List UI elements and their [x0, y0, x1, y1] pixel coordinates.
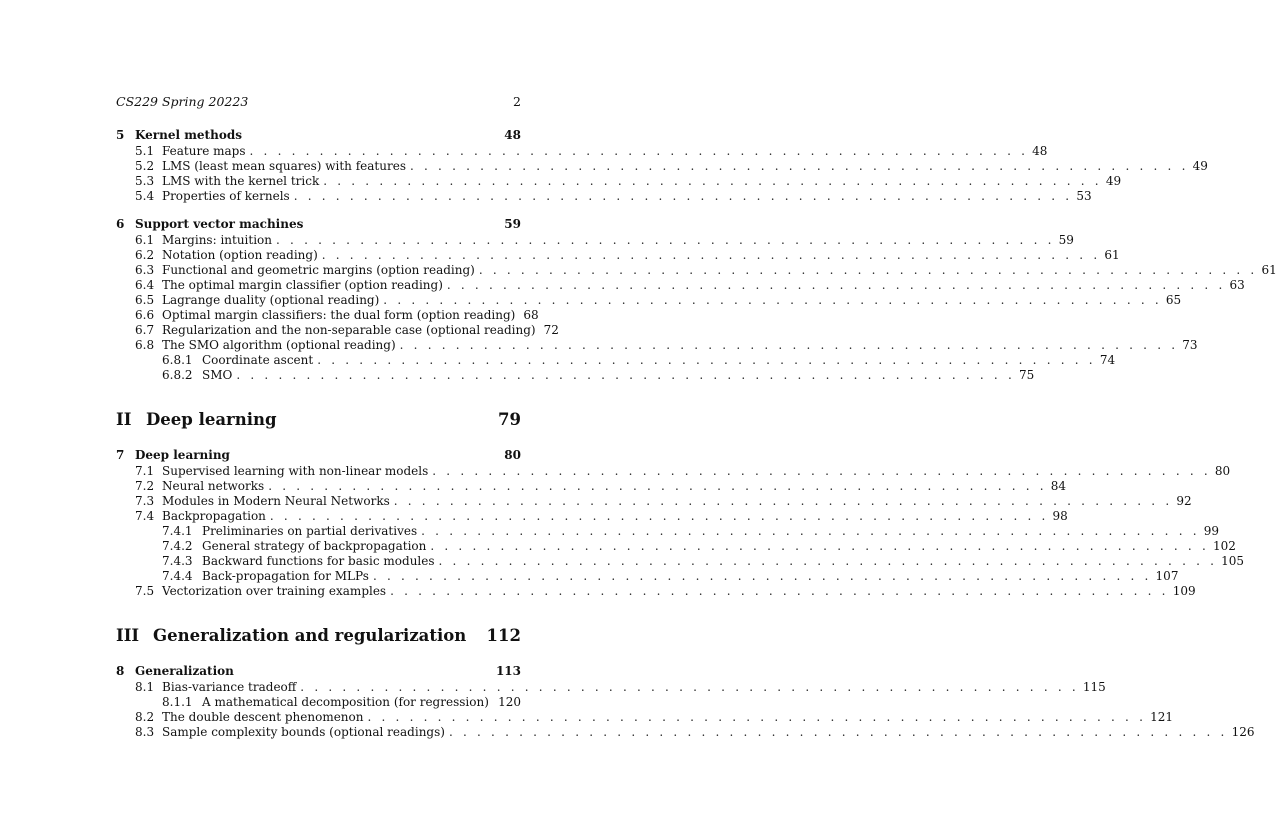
toc-section-6-5[interactable] [116, 293, 1182, 308]
subsection-number: 7.4.3 [162, 554, 193, 568]
toc-section-6-2[interactable] [116, 248, 1120, 263]
section-title: Supervised learning with non-linear models [162, 464, 429, 478]
toc-section-8-3[interactable] [116, 725, 1255, 740]
section-number: 7.4 [135, 509, 155, 523]
section-number: 6.7 [135, 323, 155, 337]
toc-subsection-8-1-1[interactable] [116, 695, 521, 710]
dot-leader: . . . . . . . . . . . . . . . . . . . . . . . . . . . . . . . . . . . . . . . . . . . . . . . . . . . . . . . . [393, 494, 1173, 508]
toc-chapter-5[interactable] [116, 127, 521, 144]
section-number: 7.3 [135, 494, 155, 508]
subsection-number: 6.8.1 [162, 353, 193, 367]
part-title: Deep learning [146, 410, 277, 429]
section-page: 84 [1050, 479, 1067, 493]
section-title: Bias-variance tradeoff [162, 680, 297, 694]
section-number: 8.2 [135, 710, 155, 724]
dot-leader: . . . . . . . . . . . . . . . . . . . . . . . . . . . . . . . . . . . . . . . . . . . . . . . . . . . . . . . . [367, 710, 1147, 724]
dot-leader: . . . . . . . . . . . . . . . . . . . . . . . . . . . . . . . . . . . . . . . . . . . . . . . . . . . . . . . . [249, 144, 1029, 158]
section-title: Lagrange duality (optional reading) [162, 293, 380, 307]
section-title: LMS (least mean squares) with features [162, 159, 406, 173]
toc-subsection-6-8-1[interactable] [116, 353, 1116, 368]
section-page: 49 [1105, 174, 1122, 188]
part-number: III [116, 626, 140, 645]
chapter-page: 48 [504, 128, 521, 142]
section-page: 98 [1052, 509, 1068, 523]
section-number: 6.4 [135, 278, 155, 292]
section-page: 61 [1261, 263, 1277, 277]
dot-leader: . . . . . . . . . . . . . . . . . . . . . . . . . . . . . . . . . . . . . . . . . . . . . . . . . . . . . . . . [390, 584, 1169, 598]
dot-leader: . . . . . . . . . . . . . . . . . . . . . . . . . . . . . . . . . . . . . . . . . . . . . . . . . . . . . . . . [317, 353, 1096, 367]
section-page: 121 [1150, 710, 1173, 724]
section-number: 6.1 [135, 233, 155, 247]
dot-leader: . . . . . . . . . . . . . . . . . . . . . . . . . . . . . . . . . . . . . . . . . . . . . . . . . . . . . . . . [372, 569, 1152, 583]
section-number: 8.3 [135, 725, 155, 739]
table-of-contents [116, 127, 1277, 740]
toc-section-7-3[interactable] [116, 494, 1192, 509]
chapter-title: Deep learning [135, 448, 230, 462]
chapter-page: 80 [504, 448, 521, 462]
dot-leader: . . . . . . . . . . . . . . . . . . . . . . . . . . . . . . . . . . . . . . . . . . . . . . . . . . . . . . . . [399, 338, 1179, 352]
section-number: 6.8 [135, 338, 155, 352]
toc-chapter-6[interactable] [116, 216, 521, 233]
section-number: 6.6 [135, 308, 155, 322]
section-number: 5.2 [135, 159, 155, 173]
toc-subsection-7-4-4[interactable] [116, 569, 1179, 584]
toc-section-6-6[interactable] [116, 308, 539, 323]
dot-leader: . . . . . . . . . . . . . . . . . . . . . . . . . . . . . . . . . . . . . . . . . . . . . . . . . . . . . . . . [321, 248, 1101, 262]
subsection-number: 8.1.1 [162, 695, 193, 709]
subsection-title: A mathematical decomposition (for regression) [202, 695, 489, 709]
dot-leader: . . . . . . . . . . . . . . . . . . . . . . . . . . . . . . . . . . . . . . . . . . . . . . . . . . . . . . . . [432, 464, 1211, 478]
section-title: Backpropagation [162, 509, 266, 523]
section-page: 73 [1182, 338, 1198, 352]
section-page: 53 [1076, 189, 1092, 203]
dot-leader: . . . . . . . . . . . . . . . . . . . . . . . . . . . . . . . . . . . . . . . . . . . . . . . . . . . . . . . . [430, 539, 1209, 553]
section-title: Notation (option reading) [162, 248, 318, 262]
subsection-page: 99 [1203, 524, 1220, 538]
toc-section-7-2[interactable] [116, 479, 1067, 494]
chapter-number: 5 [116, 128, 125, 142]
toc-section-6-1[interactable] [116, 233, 1074, 248]
section-page: 48 [1032, 144, 1048, 158]
section-title: Modules in Modern Neural Networks [162, 494, 390, 508]
dot-leader: . . . . . . . . . . . . . . . . . . . . . . . . . . . . . . . . . . . . . . . . . . . . . . . . . . . . . . . . [383, 293, 1162, 307]
chapter-page: 59 [504, 217, 521, 231]
page-number: 2 [513, 94, 521, 109]
dot-leader: . . . . . . . . . . . . . . . . . . . . . . . . . . . . . . . . . . . . . . . . . . . . . . . . . . . . . . . . [236, 368, 1015, 382]
section-page: 65 [1165, 293, 1182, 307]
section-page: 59 [1058, 233, 1074, 247]
section-number: 7.1 [135, 464, 155, 478]
dot-leader: . . . . . . . . . . . . . . . . . . . . . . . . . . . . . . . . . . . . . . . . . . . . . . . . . . . . . . . . [293, 189, 1073, 203]
toc-section-7-5[interactable] [116, 584, 1196, 599]
subsection-number: 7.4.1 [162, 524, 193, 538]
section-title: The optimal margin classifier (option reading) [162, 278, 443, 292]
chapter-number: 8 [116, 664, 125, 678]
chapter-title: Kernel methods [135, 128, 242, 142]
chapter-page: 113 [495, 664, 521, 678]
toc-section-6-7[interactable] [116, 323, 559, 338]
section-title: Functional and geometric margins (option reading) [162, 263, 475, 277]
section-number: 8.1 [135, 680, 155, 694]
subsection-page: 107 [1155, 569, 1179, 583]
toc-subsection-7-4-3[interactable] [116, 554, 1245, 569]
section-title: The double descent phenomenon [162, 710, 364, 724]
dot-leader: . . . . . . . . . . . . . . . . . . . . . . . . . . . . . . . . . . . . . . . . . . . . . . . . . . . . . . . . [323, 174, 1102, 188]
section-number: 5.3 [135, 174, 155, 188]
toc-subsection-6-8-2[interactable] [116, 368, 1035, 383]
subsection-title: Coordinate ascent [202, 353, 314, 367]
dot-leader: . . . . . . . . . . . . . . . . . . . . . . . . . . . . . . . . . . . . . . . . . . . . . . . . . . . . . . . . [478, 263, 1258, 277]
toc-section-6-4[interactable] [116, 278, 1245, 293]
section-title: Feature maps [162, 144, 246, 158]
running-title: CS229 Spring 20223 [116, 94, 249, 109]
subsection-page: 75 [1018, 368, 1035, 382]
section-page: 49 [1192, 159, 1208, 173]
section-title: Optimal margin classifiers: the dual form (option reading) [162, 308, 516, 322]
section-number: 6.5 [135, 293, 155, 307]
section-page: 72 [543, 323, 559, 337]
section-title: Vectorization over training examples [162, 584, 387, 598]
dot-leader: . . . . . . . . . . . . . . . . . . . . . . . . . . . . . . . . . . . . . . . . . . . . . . . . . . . . . . . . [446, 278, 1226, 292]
section-page: 92 [1176, 494, 1192, 508]
subsection-title: General strategy of backpropagation [202, 539, 427, 553]
chapter-title: Generalization [135, 664, 234, 678]
section-page: 63 [1229, 278, 1245, 292]
toc-chapter-7[interactable] [116, 447, 521, 464]
subsection-number: 6.8.2 [162, 368, 193, 382]
subsection-title: Back-propagation for MLPs [202, 569, 369, 583]
toc-section-6-8[interactable] [116, 338, 1198, 353]
section-title: Neural networks [162, 479, 265, 493]
subsection-title: Preliminaries on partial derivatives [202, 524, 418, 538]
section-number: 5.1 [135, 144, 155, 158]
dot-leader: . . . . . . . . . . . . . . . . . . . . . . . . . . . . . . . . . . . . . . . . . . . . . . . . . . . . . . . . [300, 680, 1079, 694]
toc-subsection-7-4-2[interactable] [116, 539, 1236, 554]
subsection-number: 7.4.4 [162, 569, 193, 583]
section-number: 7.5 [135, 584, 155, 598]
subsection-page: 74 [1099, 353, 1116, 367]
section-title: Regularization and the non-separable case (optional reading) [162, 323, 536, 337]
chapter-number: 7 [116, 448, 125, 462]
part-page: 112 [486, 626, 521, 645]
section-number: 6.2 [135, 248, 155, 262]
section-title: LMS with the kernel trick [162, 174, 320, 188]
toc-section-8-2[interactable] [116, 710, 1173, 725]
part-title: Generalization and regularization [153, 626, 467, 645]
dot-leader: . . . . . . . . . . . . . . . . . . . . . . . . . . . . . . . . . . . . . . . . . . . . . . . . . . . . . . . . [409, 159, 1189, 173]
subsection-number: 7.4.2 [162, 539, 193, 553]
toc-section-6-3[interactable] [116, 263, 1277, 278]
dot-leader: . . . . . . . . . . . . . . . . . . . . . . . . . . . . . . . . . . . . . . . . . . . . . . . . . . . . . . . . [421, 524, 1200, 538]
part-number: II [116, 410, 132, 429]
subsection-title: Backward functions for basic modules [202, 554, 435, 568]
section-page: 109 [1172, 584, 1196, 598]
running-header [116, 94, 521, 109]
section-number: 6.3 [135, 263, 155, 277]
section-title: Margins: intuition [162, 233, 273, 247]
dot-leader: . . . . . . . . . . . . . . . . . . . . . . . . . . . . . . . . . . . . . . . . . . . . . . . . . . . . . . . . [268, 479, 1047, 493]
section-page: 115 [1082, 680, 1106, 694]
part-page: 79 [498, 410, 521, 429]
toc-section-7-1[interactable] [116, 464, 1231, 479]
subsection-page: 105 [1221, 554, 1245, 568]
toc-section-7-4[interactable] [116, 509, 1068, 524]
section-page: 126 [1231, 725, 1255, 739]
section-number: 5.4 [135, 189, 155, 203]
toc-section-5-4[interactable] [116, 189, 1092, 204]
section-page: 80 [1214, 464, 1231, 478]
dot-leader [493, 695, 494, 710]
toc-part-3[interactable] [116, 625, 521, 647]
section-title: Sample complexity bounds (optional readings) [162, 725, 445, 739]
chapter-title: Support vector machines [135, 217, 304, 231]
toc-section-5-3[interactable] [116, 174, 1122, 189]
toc-chapter-8[interactable] [116, 663, 521, 680]
dot-leader: . . . . . . . . . . . . . . . . . . . . . . . . . . . . . . . . . . . . . . . . . . . . . . . . . . . . . . . . [448, 725, 1228, 739]
subsection-page: 102 [1212, 539, 1236, 553]
section-title: Properties of kernels [162, 189, 290, 203]
dot-leader: . . . . . . . . . . . . . . . . . . . . . . . . . . . . . . . . . . . . . . . . . . . . . . . . . . . . . . . . [438, 554, 1218, 568]
section-number: 7.2 [135, 479, 155, 493]
toc-section-5-1[interactable] [116, 144, 1048, 159]
section-title: The SMO algorithm (optional reading) [162, 338, 396, 352]
toc-section-5-2[interactable] [116, 159, 1208, 174]
dot-leader: . . . . . . . . . . . . . . . . . . . . . . . . . . . . . . . . . . . . . . . . . . . . . . . . . . . . . . . . [276, 233, 1055, 247]
chapter-number: 6 [116, 217, 125, 231]
subsection-page: 120 [498, 695, 521, 709]
toc-section-8-1[interactable] [116, 680, 1106, 695]
section-page: 68 [523, 308, 539, 322]
toc-subsection-7-4-1[interactable] [116, 524, 1220, 539]
subsection-title: SMO [202, 368, 233, 382]
toc-part-2[interactable] [116, 409, 521, 431]
section-page: 61 [1104, 248, 1120, 262]
dot-leader: . . . . . . . . . . . . . . . . . . . . . . . . . . . . . . . . . . . . . . . . . . . . . . . . . . . . . . . . [269, 509, 1049, 523]
